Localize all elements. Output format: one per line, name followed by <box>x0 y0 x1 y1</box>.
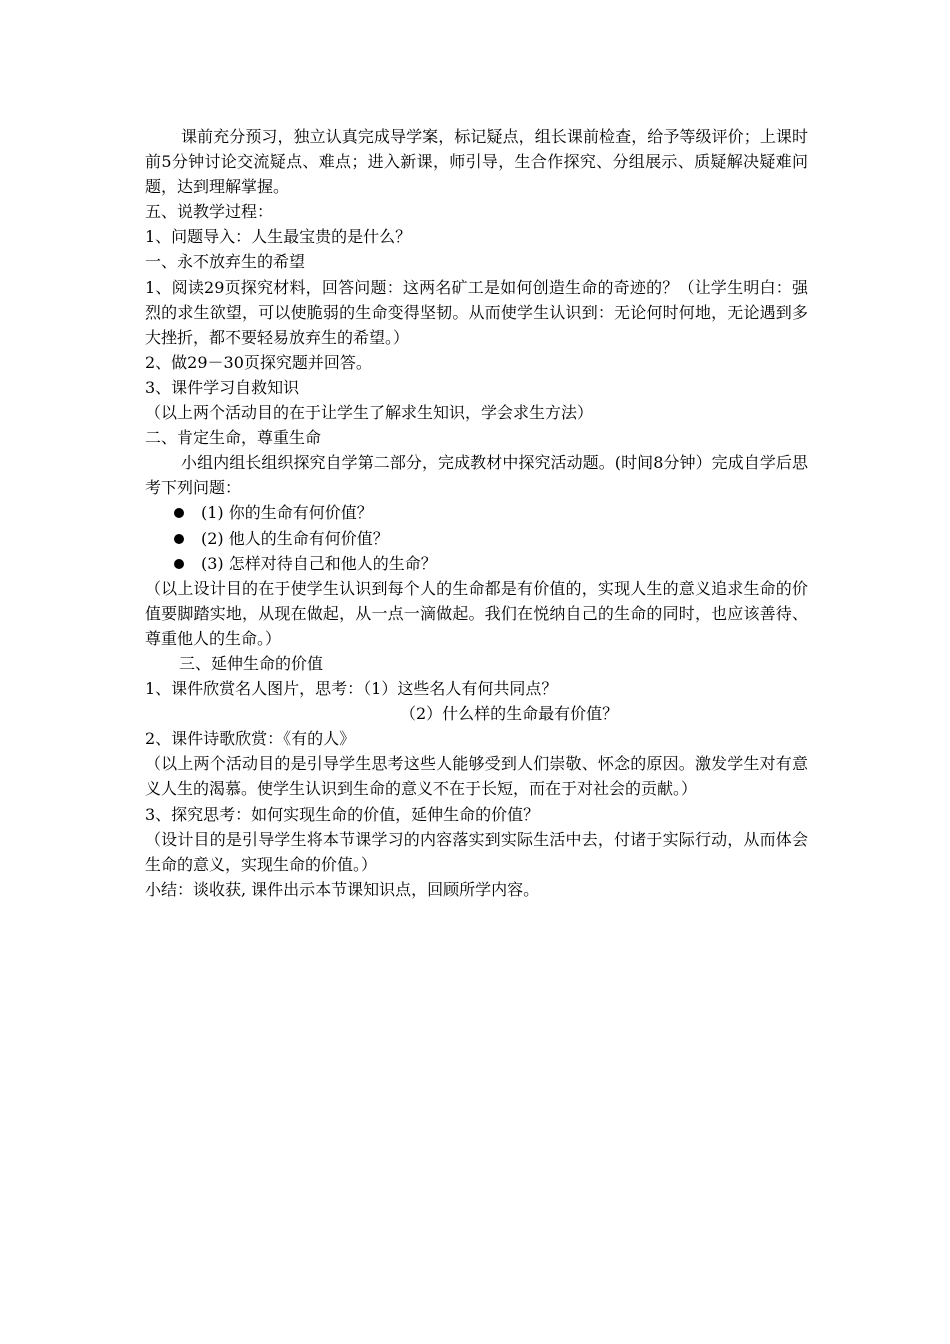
part-three-item-1-sub: （2）什么样的生命最有价值？ <box>400 704 619 724</box>
part-one-note: （以上两个活动目的在于让学生了解求生知识，学会求生方法） <box>145 403 594 423</box>
document-body <box>145 124 808 902</box>
list-item <box>145 500 808 525</box>
list-item-text: (1) 你的生命有何价值？ <box>201 503 373 523</box>
part-two-title: 二、肯定生命，尊重生命 <box>145 428 322 448</box>
part-three-item-2: 2、课件诗歌欣赏：《有的人》 <box>145 729 356 749</box>
part-three-title: 三、延伸生命的价值 <box>179 653 324 673</box>
list-item <box>145 526 808 551</box>
prep-paragraph: 课前充分预习，独立认真完成导学案，标记疑点，组长课前检查，给予等级评价；上课时前5分钟讨论交流疑点、难点；进入新课，师引导，生合作探究、分组展示、质疑解决疑难问题，达到理解掌握。 <box>145 127 808 197</box>
part-one-item-1: 1、阅读29页探究材料，回答问题：这两名矿工是如何创造生命的奇迹的？（让学生明白：强烈的求生欲望，可以使脆弱的生命变得坚韧。从而使学生认识到：无论何时何地，无论遇到多大挫折，都不要轻易放弃生的希望。） <box>145 277 808 347</box>
part-three-note-2: （设计目的是引导学生将本节课学习的内容落实到实际生活中去，付诸于实际行动，从而体会生命的意义，实现生命的价值。） <box>145 829 808 874</box>
bullet-icon <box>174 559 184 569</box>
list-item-text: (2) 他人的生命有何价值？ <box>201 528 389 548</box>
part-three-item-1: 1、课件欣赏名人图片，思考：（1）这些名人有何共同点？ <box>145 679 558 699</box>
part-one-title: 一、永不放弃生的希望 <box>145 252 306 272</box>
bullet-icon <box>174 508 184 518</box>
summary: 小结：谈收获, 课件出示本节课知识点，回顾所学内容。 <box>145 879 540 899</box>
list-item <box>145 551 808 576</box>
intro-question: 1、问题导入：人生最宝贵的是什么？ <box>145 227 412 247</box>
part-two-body: 小组内组长组织探究自学第二部分，完成教材中探究活动题。(时间8分钟）完成自学后思考下列问题： <box>145 453 808 498</box>
part-three-note-1: （以上两个活动目的是引导学生思考这些人能够受到人们崇敬、怀念的原因。激发学生对有意义人生的渴慕。使学生认识到生命的意义不在于长短，而在于对社会的贡献。） <box>145 754 808 799</box>
list-item-text: (3) 怎样对待自己和他人的生命？ <box>201 553 437 573</box>
bullet-icon <box>174 534 184 544</box>
question-list <box>145 500 808 575</box>
section-five-heading: 五、说教学过程： <box>145 202 274 222</box>
part-one-item-2: 2、做29－30页探究题并回答。 <box>145 352 372 372</box>
part-one-item-3: 3、课件学习自救知识 <box>145 377 300 397</box>
part-two-note: （以上设计目的在于使学生认识到每个人的生命都是有价值的，实现人生的意义追求生命的价值要脚踏实地，从现在做起，从一点一滴做起。我们在悦纳自己的生命的同时，也应该善待、尊重他人的生命。） <box>145 578 808 648</box>
part-three-item-3: 3、探究思考：如何实现生命的价值，延伸生命的价值？ <box>145 804 540 824</box>
